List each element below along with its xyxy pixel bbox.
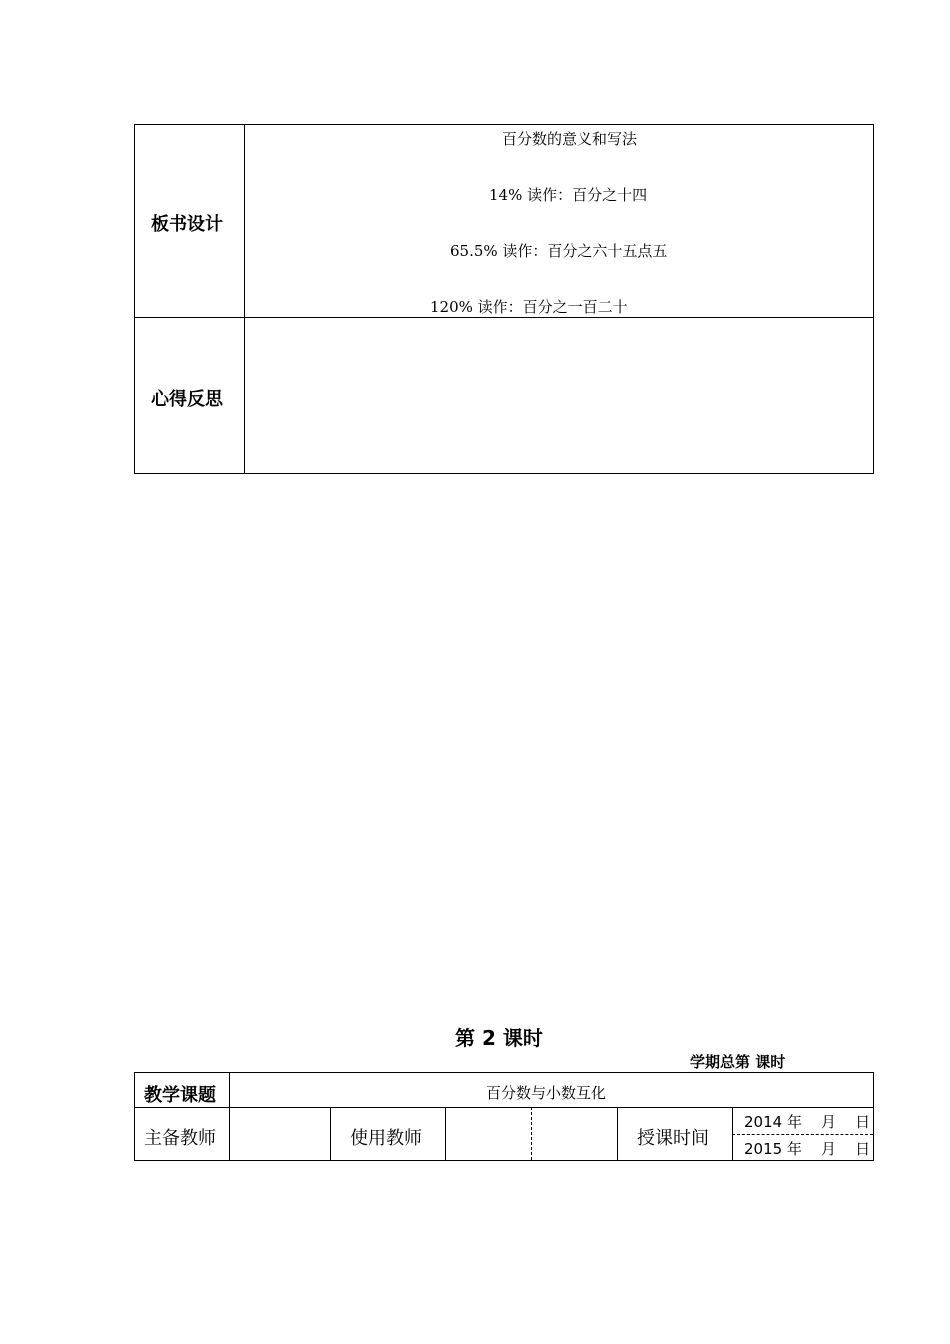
board-line-3: 120% 读作：百分之一百二十 bbox=[430, 298, 628, 316]
date-2015: 2015 年 月 日 bbox=[744, 1140, 871, 1158]
board-line-2: 65.5% 读作：百分之六十五点五 bbox=[450, 242, 668, 260]
board-design-title: 百分数的意义和写法 bbox=[502, 130, 638, 148]
column-divider bbox=[244, 125, 245, 473]
dashed-row-divider bbox=[732, 1134, 873, 1135]
using-teacher-label: 使用教师 bbox=[350, 1128, 422, 1149]
reflection-label: 心得反思 bbox=[151, 389, 223, 410]
board-line-1: 14% 读作：百分之十四 bbox=[489, 186, 648, 204]
lesson-subtitle: 学期总第 课时 bbox=[690, 1053, 786, 1071]
board-design-label: 板书设计 bbox=[151, 214, 223, 235]
column-divider bbox=[445, 1107, 446, 1160]
topic-label: 教学课题 bbox=[144, 1085, 216, 1106]
dashed-column-divider bbox=[531, 1107, 532, 1160]
row-divider bbox=[135, 1107, 873, 1108]
topic-value: 百分数与小数互化 bbox=[486, 1084, 607, 1102]
column-divider bbox=[330, 1107, 331, 1160]
row-divider bbox=[135, 317, 873, 318]
lesson-title: 第 2 课时 bbox=[455, 1026, 543, 1050]
date-2014: 2014 年 月 日 bbox=[744, 1113, 871, 1131]
class-time-label: 授课时间 bbox=[637, 1128, 709, 1149]
column-divider bbox=[229, 1073, 230, 1160]
column-divider bbox=[617, 1107, 618, 1160]
main-teacher-label: 主备教师 bbox=[144, 1128, 216, 1149]
